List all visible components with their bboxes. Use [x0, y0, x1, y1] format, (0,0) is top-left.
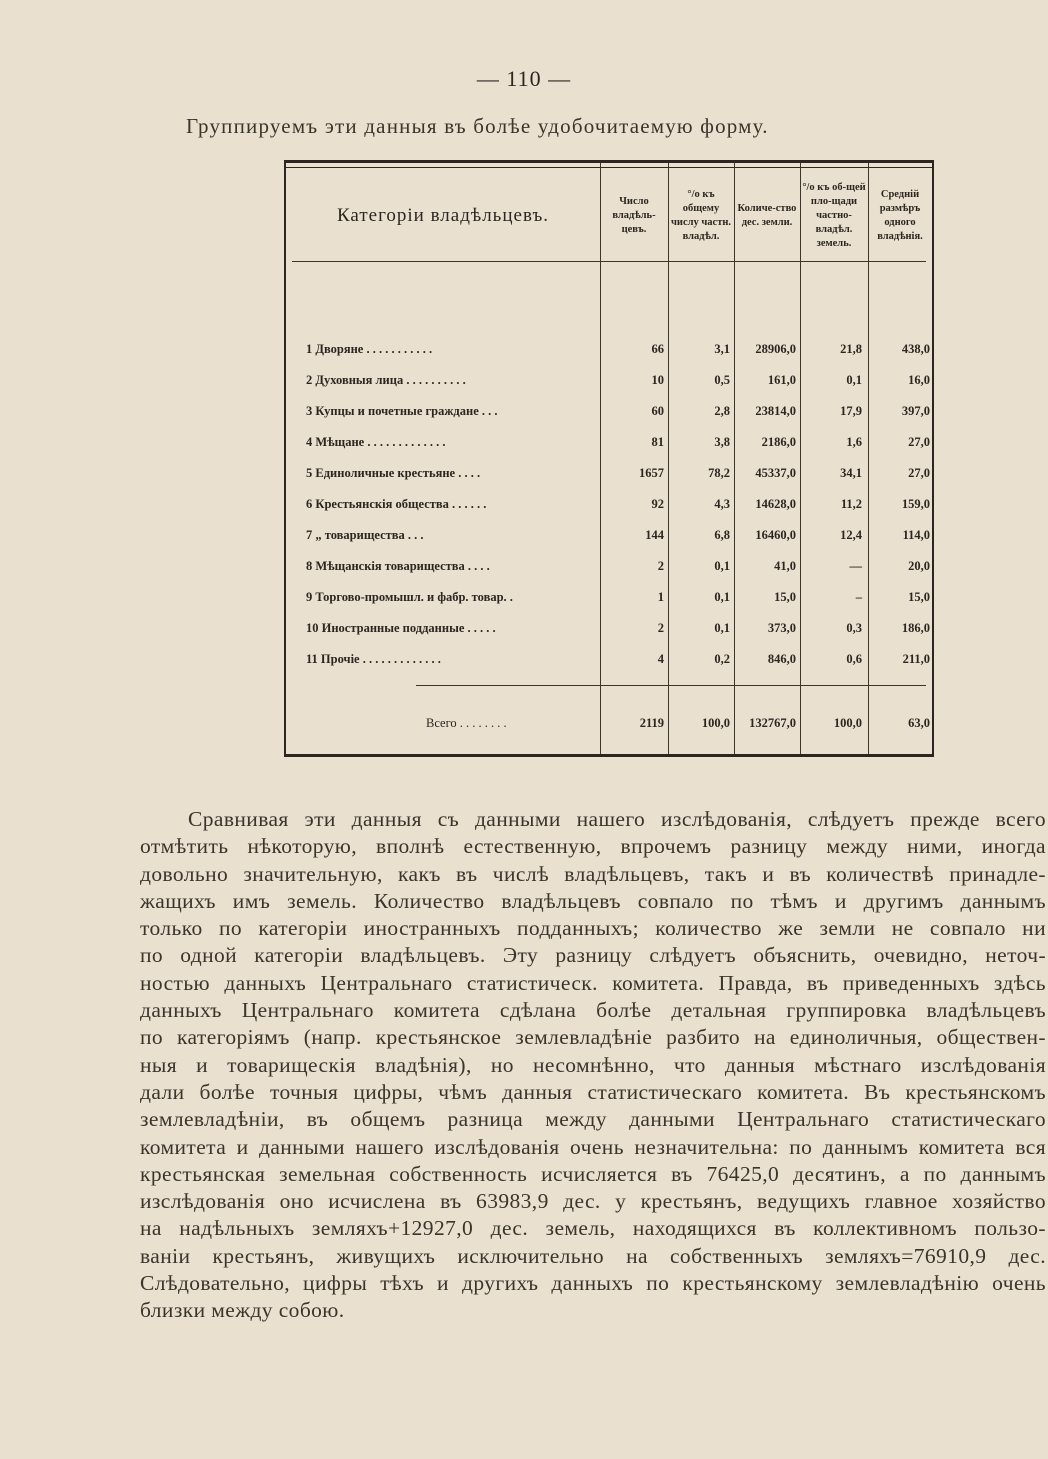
cell-land: 846,0 [767, 652, 796, 666]
table-row [286, 586, 936, 610]
cell-avg: 397,0 [901, 404, 930, 418]
cell-pct-count: 0,2 [714, 652, 730, 666]
body-line: ныя и товарищескія владѣнія), но несомнѣнно, что данныя мѣстнаго изслѣдованія [140, 1052, 1046, 1077]
cell-count: 2 [657, 621, 664, 635]
cell-count: 60 [651, 404, 664, 418]
cell-pct-land: 21,8 [840, 342, 862, 356]
cell-land: 41,0 [774, 559, 796, 573]
body-line: на надѣльныхъ земляхъ+12927,0 дес. земель, находящихся въ коллективномъ пользо- [140, 1216, 1046, 1241]
cell-land: 373,0 [767, 621, 796, 635]
body-line: отмѣтить нѣкоторую, вполнѣ естественную, впрочемъ разницу между ними, иногда [140, 834, 1046, 859]
cell-pct-land: 0,3 [846, 621, 862, 635]
table-row [286, 555, 936, 579]
cell-pct-land: – [855, 590, 862, 604]
cell-avg: 211,0 [902, 652, 930, 666]
cell-avg: 20,0 [908, 559, 930, 573]
cell-count: 1 [657, 590, 664, 604]
row-category: 8 Мѣщанскія товарищества . . . . [306, 559, 490, 573]
row-category: 4 Мѣщане . . . . . . . . . . . . . [306, 435, 446, 449]
body-line: данныхъ Центральнаго комитета сдѣлана болѣе детальная группировка владѣльцевъ [140, 998, 1046, 1023]
row-category: 7 „ товарищества . . . [306, 528, 424, 542]
total-land: 132767,0 [749, 716, 796, 730]
body-line: Сравнивая эти данныя съ данными нашего изслѣдованія, слѣдуетъ прежде всего [188, 807, 1046, 831]
row-category: 1 Дворяне . . . . . . . . . . . [306, 342, 433, 356]
body-line: ностью данныхъ Центральнаго статистическ. комитета. Правда, въ приведенныхъ здѣсь [140, 970, 1046, 995]
row-category: 5 Единоличные крестьяне . . . . [306, 466, 481, 480]
total-count: 2119 [639, 716, 664, 730]
table-row [286, 431, 936, 455]
cell-count: 4 [657, 652, 664, 666]
cell-pct-count: 6,8 [714, 528, 730, 542]
cell-avg: 15,0 [908, 590, 930, 604]
cell-pct-land: 1,6 [846, 435, 862, 449]
cell-pct-count: 0,1 [714, 559, 730, 573]
cell-count: 2 [657, 559, 664, 573]
cell-avg: 16,0 [908, 373, 930, 387]
cell-land: 14628,0 [755, 497, 796, 511]
cell-pct-count: 0,5 [714, 373, 730, 387]
cell-land: 15,0 [774, 590, 796, 604]
header-category: Категоріи владѣльцевъ. [336, 205, 550, 226]
total-pct-land: 100,0 [833, 716, 862, 730]
cell-land: 45337,0 [755, 466, 796, 480]
row-category: 6 Крестьянскія общества . . . . . . [306, 497, 487, 511]
table-row [286, 462, 936, 486]
row-category: 2 Духовныя лица . . . . . . . . . . [306, 373, 466, 387]
total-pct-count: 100,0 [701, 716, 730, 730]
cell-avg: 27,0 [908, 435, 930, 449]
cell-land: 161,0 [767, 373, 796, 387]
cell-pct-count: 3,1 [714, 342, 730, 356]
cell-count: 144 [645, 528, 664, 542]
row-category: 3 Купцы и почетные граждане . . . [306, 404, 498, 418]
header-pct-land: °/о къ об-щей пло-щади частно-владѣл. земель. [802, 182, 866, 249]
total-label: Всего . . . . . . . . [426, 716, 507, 730]
cell-avg: 438,0 [901, 342, 930, 356]
table-row [286, 648, 936, 672]
header-count: Число владѣль-цевъ. [612, 196, 656, 235]
cell-pct-land: — [849, 559, 862, 573]
body-line: Слѣдовательно, цифры тѣхъ и другихъ данныхъ по крестьянскому землевладѣнію очень [140, 1271, 1046, 1296]
body-line: изслѣдованія оно исчислена въ 63983,9 дес. у крестьянъ, ведущихъ главное хозяйство [140, 1189, 1046, 1214]
table-row-total [286, 712, 936, 736]
body-line: по категоріямъ (напр. крестьянское землевладѣніе разбито на единоличныя, обществен- [140, 1025, 1046, 1050]
cell-avg: 27,0 [908, 466, 930, 480]
cell-pct-land: 0,1 [846, 373, 862, 387]
body-line: жащихъ имъ земель. Количество владѣльцевъ совпало по тѣмъ и другимъ даннымъ [140, 888, 1046, 913]
cell-pct-count: 78,2 [708, 466, 730, 480]
cell-pct-land: 17,9 [840, 404, 862, 418]
cell-pct-count: 0,1 [714, 590, 730, 604]
cell-count: 1657 [639, 466, 664, 480]
cell-pct-land: 12,4 [840, 528, 862, 542]
body-line: близки между собою. [140, 1298, 345, 1323]
header-pct-count: °/о къ общему числу частн. владѣл. [670, 189, 732, 242]
cell-pct-count: 3,8 [714, 435, 730, 449]
cell-pct-land: 0,6 [846, 652, 862, 666]
body-line: по одной категоріи владѣльцевъ. Эту разницу слѣдуетъ объяснить, очевидно, неточ- [140, 943, 1046, 968]
cell-avg: 159,0 [901, 497, 930, 511]
body-line: комитета и данными нашего изслѣдованія очень незначительна: по даннымъ комитета вся [140, 1134, 1046, 1159]
table-row [286, 617, 936, 641]
cell-land: 16460,0 [755, 528, 796, 542]
cell-land: 28906,0 [755, 342, 796, 356]
cell-pct-count: 4,3 [714, 497, 730, 511]
body-line: ваніи крестьянъ, живущихъ исключительно на собственныхъ земляхъ=76910,9 дес. [140, 1243, 1046, 1268]
cell-pct-land: 11,2 [840, 497, 862, 511]
cell-pct-count: 2,8 [714, 404, 730, 418]
table-row [286, 338, 936, 362]
row-category: 11 Прочіе . . . . . . . . . . . . . [306, 652, 441, 666]
cell-land: 2186,0 [761, 435, 796, 449]
body-paragraph [140, 806, 1046, 1325]
cell-avg: 186,0 [901, 621, 930, 635]
cell-pct-land: 34,1 [840, 466, 862, 480]
row-category: 9 Торгово-промышл. и фабр. товар. . [306, 590, 513, 604]
row-category: 10 Иностранные подданные . . . . . [306, 621, 496, 635]
body-line: крестьянская земельная собственность исчисляется въ 76425,0 десятинъ, а по даннымъ [140, 1161, 1046, 1186]
intro-sentence: Группируемъ эти данныя въ болѣе удобочитаемую форму. [186, 114, 769, 138]
cell-count: 92 [651, 497, 664, 511]
body-line: землевладѣніи, въ общемъ разница между данными Центральнаго статистическаго [140, 1107, 1046, 1132]
table-row [286, 493, 936, 517]
cell-land: 23814,0 [755, 404, 796, 418]
cell-avg: 114,0 [902, 528, 930, 542]
header-land: Количе-ство дес. земли. [737, 203, 797, 228]
table-row [286, 400, 936, 424]
statistics-table [284, 160, 934, 757]
table-row [286, 524, 936, 548]
body-line: дали болѣе точныя цифры, чѣмъ данныя статистическаго комитета. Въ крестьянскомъ [140, 1079, 1046, 1104]
cell-pct-count: 0,1 [714, 621, 730, 635]
body-line: только по категоріи иностранныхъ подданныхъ; количество же земли не совпало ни [140, 916, 1046, 941]
body-line: довольно значительную, какъ въ числѣ владѣльцевъ, такъ и въ количествѣ принадле- [140, 861, 1046, 886]
total-divider [416, 685, 926, 686]
total-avg: 63,0 [908, 716, 930, 730]
cell-count: 10 [651, 373, 664, 387]
cell-count: 81 [651, 435, 664, 449]
page-number: — 110 — [476, 66, 572, 91]
header-divider [292, 261, 926, 262]
table-row [286, 369, 936, 393]
cell-count: 66 [651, 342, 664, 356]
header-avg: Средній размѣръ одного владѣнія. [877, 189, 923, 242]
